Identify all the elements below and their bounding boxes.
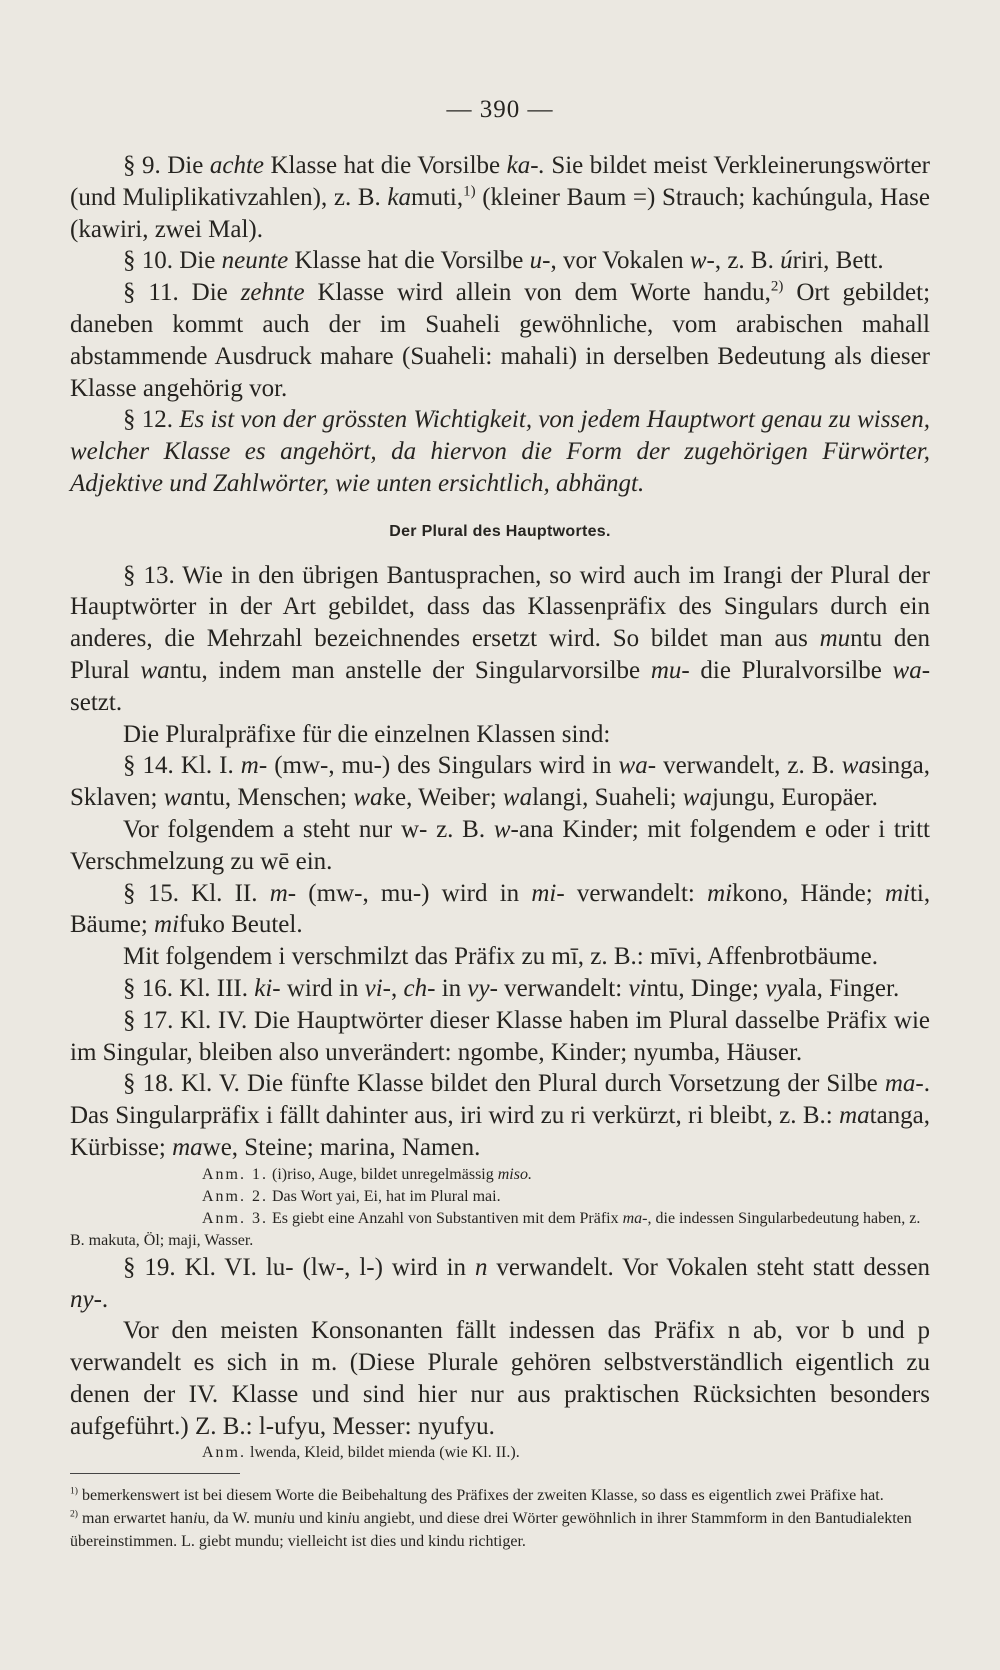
section-12: § 12. Es ist von der grössten Wichtigkeit, von jedem Hauptwort genau zu wissen, welcher Klasse es angehört, da hiervon die Form der zugehörigen Fürwörter, Adjektive und Zahlwörter, wie unten ersichtlich, abhängt. xyxy=(70,406,931,497)
section-mark: § 13. xyxy=(123,561,175,589)
section-mark: § 18. xyxy=(123,1070,174,1098)
section-19: § 19. Kl. VI. lu- (lw-, l-) wird in n verwandelt. Vor Vokalen steht statt dessen ny-. xyxy=(70,1253,931,1313)
footnote-mark: 1) xyxy=(70,1486,78,1498)
page-number: — 390 — xyxy=(446,96,554,123)
section-14: § 14. Kl. I. m- (mw-, mu-) des Singulars wird in wa- verwandelt, z. B. wasinga, Sklaven; wantu, Menschen; wake, Weiber; walangi, Suaheli; wajungu, Europäer. xyxy=(70,752,930,812)
section-mark: § 11. xyxy=(123,279,179,307)
section-9: § 9. Die achte Klasse hat die Vorsilbe ka-. Sie bildet meist Verkleinerungswörter (und Muliplikativzahlen), z. B. kamuti,$^{1)}$ (kleiner Baum =) Strauch; kachúngula, Hase (kawiri, zwei Mal). xyxy=(70,152,931,243)
annotation-1: Anm. 1. (i)riso, Auge, bildet unregelmässig miso. xyxy=(202,1165,532,1183)
section-mark: § 17. xyxy=(123,1006,174,1034)
section-15-note: Mit folgendem i verschmilzt das Präfix zu mī, z. B.: mīvi, Affenbrotbäume. xyxy=(123,943,878,971)
section-mark: § 14. xyxy=(123,752,174,780)
section-mark: § 10. xyxy=(123,247,173,275)
footnote-2: $^{2)}$ man erwartet haniu, da W. muniu und kiniu angiebt, und diese drei Wörter gewöhnlich in ihrer Stammform in den Bantudialekten übereinstimmen. L. giebt mundu; vielleicht ist dies und kindu richtiger. xyxy=(70,1509,912,1551)
section-mark: § 16. xyxy=(123,974,173,1002)
section-mark: § 12. xyxy=(123,406,174,434)
section-mark: § 19. xyxy=(123,1253,176,1281)
section-mark: § 9. xyxy=(123,152,161,179)
section-18: § 18. Kl. V. Die fünfte Klasse bildet den Plural durch Vorsetzung der Silbe ma-. Das Singularpräfix i fällt dahinter aus, iri wird zu ri verkürzt, ri bleibt, z. B.: matanga, Kürbisse; mawe, Steine; marina, Namen. xyxy=(70,1070,931,1161)
page-body xyxy=(70,150,930,1553)
footnote-ref-2: 2) xyxy=(770,278,784,295)
section-mark: § 15. xyxy=(123,879,179,907)
section-10: § 10. Die neunte Klasse hat die Vorsilbe u-, vor Vokalen w-, z. B. úriri, Bett. xyxy=(123,247,884,275)
footnote-separator xyxy=(70,1473,240,1474)
annotation-4: Anm. lwenda, Kleid, bildet mienda (wie Kl. II.). xyxy=(202,1444,520,1462)
section-13: § 13. Wie in den übrigen Bantusprachen, so wird auch im Irangi der Plural der Hauptwörter in der Art gebildet, dass das Klassenpräfix des Singulars durch ein anderes, die Mehrzahl bezeichnendes ersetzt wird. So bildet man aus muntu den Plural wantu, indem man anstelle der Singularvorsilbe mu- die Pluralvorsilbe wa- setzt. xyxy=(70,561,931,716)
footnote-mark: 2) xyxy=(70,1509,78,1521)
section-16: § 16. Kl. III. ki- wird in vi-, ch- in vy- verwandelt: vintu, Dinge; vyala, Finger. xyxy=(123,974,900,1002)
section-17: § 17. Kl. IV. Die Hauptwörter dieser Klasse haben im Plural dasselbe Präfix wie im Singular, bleiben also unverändert: ngombe, Kinder; nyumba, Häuser. xyxy=(70,1006,930,1066)
annotation-3: Anm. 3. Es giebt eine Anzahl von Substantiven mit dem Präfix ma-, die indessen Singularbedeutung haben, z. B. makuta, Öl; maji, Wasser. xyxy=(70,1209,921,1249)
annotation-2: Anm. 2. Das Wort yai, Ei, hat im Plural mai. xyxy=(202,1187,501,1205)
section-19-note: Vor den meisten Konsonanten fällt indessen das Präfix n ab, vor b und p verwandelt es sich in m. (Diese Plurale gehören selbstverständlich eigentlich zu denen der IV. Klasse und sind hier nur aus praktischen Rücksichten besonders aufgeführt.) Z. B.: l-ufyu, Messer: nyufyu. xyxy=(70,1317,930,1440)
section-14-note: Vor folgendem a steht nur w- z. B. w-ana Kinder; mit folgendem e oder i tritt Verschmelzung zu wē ein. xyxy=(70,815,930,875)
footnote-ref-1: 1) xyxy=(463,183,476,200)
section-11: § 11. Die zehnte Klasse wird allein von dem Worte handu,$^{2)}$ Ort gebildet; daneben kommt auch der im Suaheli gewöhnliche, vom arabischen mahall abstammende Ausdruck mahare (Suaheli: mahali) in derselben Bedeutung als dieser Klasse angehörig vor. xyxy=(70,278,931,402)
section-heading: Der Plural des Hauptwortes. xyxy=(389,522,611,540)
section-15: § 15. Kl. II. m- (mw-, mu-) wird in mi- verwandelt: mikono, Hände; miti, Bäume; mifuko Beutel. xyxy=(70,879,931,939)
footnote-1: $^{1)}$ bemerkenswert ist bei diesem Worte die Beibehaltung des Präfixes der zweiten Klasse, so dass es eigentlich zwei Präfixe hat. xyxy=(70,1486,884,1505)
plural-prefix-intro: Die Pluralpräfixe für die einzelnen Klassen sind: xyxy=(123,720,611,748)
